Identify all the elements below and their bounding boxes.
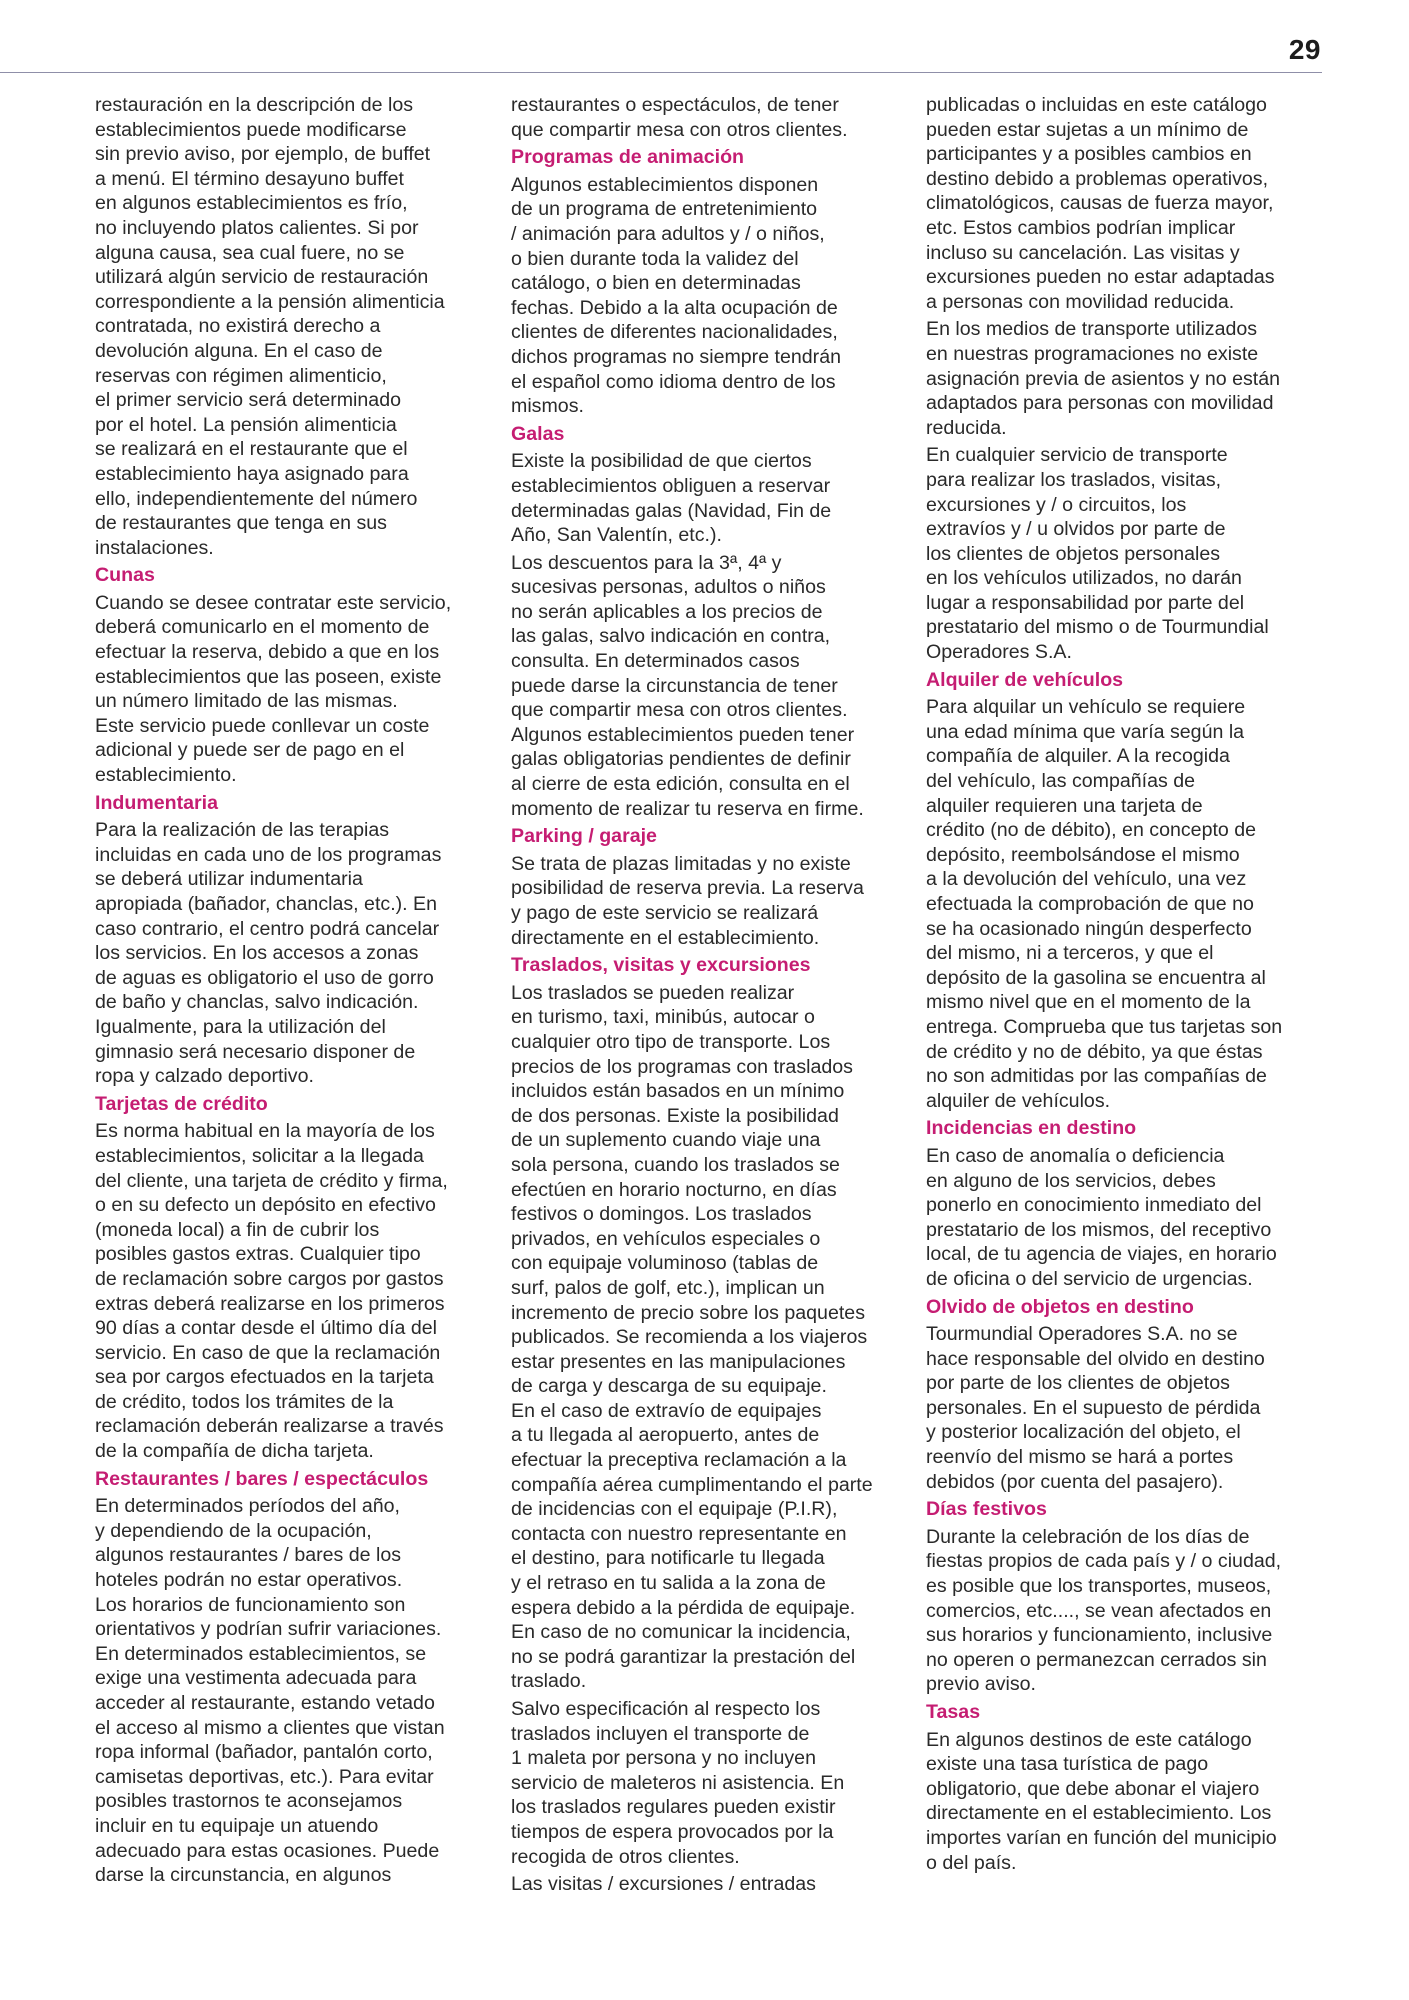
text-line: se realizará en el restaurante que el [95, 438, 408, 461]
text-line: Algunos establecimientos pueden tener [511, 723, 855, 746]
text-line: contacta con nuestro representante en [511, 1522, 847, 1545]
heading-galas: Galas [511, 422, 565, 445]
text-line: excursiones pueden no estar adaptadas [926, 266, 1275, 289]
text-line: sea por cargos efectuados en la tarjeta [95, 1366, 434, 1389]
text-line: previo aviso. [926, 1673, 1036, 1696]
heading-alquiler-de-vehiculos: Alquiler de vehículos [926, 668, 1124, 691]
text-line: caso contrario, el centro podrá cancelar [95, 917, 440, 940]
paragraph-restauracion [95, 93, 490, 560]
text-line: crédito (no de débito), en concepto de [926, 819, 1257, 842]
text-line: Durante la celebración de los días de [926, 1525, 1250, 1548]
text-line: tiempos de espera provocados por la [511, 1820, 834, 1843]
text-line: establecimiento. [95, 764, 237, 787]
text-line: el español como idioma dentro de los [511, 370, 836, 393]
text-line: incremento de precio sobre los paquetes [511, 1301, 865, 1324]
text-line: Los descuentos para la 3ª, 4ª y [511, 551, 782, 574]
text-line: se deberá utilizar indumentaria [95, 868, 363, 891]
text-line: efectuar la reserva, debido a que en los [95, 641, 440, 664]
text-line: incluir en tu equipaje un atuendo [95, 1814, 379, 1837]
text-line: en algunos establecimientos es frío, [95, 192, 408, 215]
text-line: catálogo, o bien en determinadas [511, 272, 801, 295]
heading-restaurantes-bares-espectaculos: Restaurantes / bares / espectáculos [95, 1467, 429, 1490]
text-line: por el hotel. La pensión alimenticia [95, 413, 397, 436]
text-line: hoteles podrán no estar operativos. [95, 1569, 403, 1592]
text-line: un número limitado de las mismas. [95, 690, 398, 713]
text-line: y dependiendo de la ocupación, [95, 1519, 372, 1542]
text-line: sus horarios y funcionamiento, inclusive [926, 1624, 1273, 1647]
text-line: incluidas en cada uno de los programas [95, 843, 442, 866]
text-line: ropa y calzado deportivo. [95, 1065, 314, 1088]
text-line: efectuada la comprobación de que no [926, 893, 1254, 915]
text-line: no incluyendo platos calientes. Si por [95, 216, 419, 239]
text-line: Se trata de plazas limitadas y no existe [511, 852, 851, 875]
text-line: el destino, para notificarle tu llegada [511, 1547, 825, 1570]
text-line: del vehículo, las compañías de [926, 770, 1196, 793]
text-line: publicadas o incluidas en este catálogo [926, 94, 1267, 116]
text-line: clientes de diferentes nacionalidades, [511, 321, 838, 344]
text-line: a la devolución del vehículo, una vez [926, 868, 1247, 891]
text-line: reducida. [926, 416, 1007, 439]
text-line: establecimientos que las poseen, existe [95, 665, 442, 688]
text-line: fiestas propios de cada país y / o ciudad, [926, 1550, 1282, 1573]
text-line: directamente en el establecimiento. [511, 926, 820, 949]
text-line: exige una vestimenta adecuada para [95, 1667, 417, 1690]
text-line: restauración en la descripción de los [95, 94, 414, 116]
text-line: correspondiente a la pensión alimenticia [95, 290, 445, 313]
text-line: no se podrá garantizar la prestación del [511, 1645, 856, 1668]
text-line: Operadores S.A. [926, 641, 1072, 664]
text-line: al cierre de esta edición, consulta en el [511, 773, 850, 796]
text-line: / animación para adultos y / o niños, [511, 222, 825, 245]
paragraph-alquiler-de-vehiculos [926, 695, 1321, 1113]
text-line: importes varían en función del municipio [926, 1826, 1277, 1849]
text-line: adaptados para personas con movilidad [926, 392, 1274, 415]
text-line: Los traslados se pueden realizar [511, 981, 795, 1004]
text-line: determinadas galas (Navidad, Fin de [511, 499, 832, 522]
text-line: de restaurantes que tenga en sus [95, 512, 387, 535]
text-line: de dos personas. Existe la posibilidad [511, 1104, 839, 1127]
paragraph-transporte-1 [926, 317, 1321, 440]
text-line: posibilidad de reserva previa. La reserva [511, 877, 864, 900]
text-line: una edad mínima que varía según la [926, 720, 1245, 743]
heading-dias-festivos: Días festivos [926, 1498, 1047, 1521]
column-2 [511, 93, 906, 1900]
text-line: recogida de otros clientes. [511, 1845, 740, 1868]
page-number: 29 [1288, 34, 1321, 65]
text-line: que compartir mesa con otros clientes. [511, 118, 848, 141]
text-line: traslado. [511, 1670, 587, 1693]
text-line: no serán aplicables a los precios de [511, 600, 823, 623]
text-line: adicional y puede ser de pago en el [95, 739, 405, 762]
text-line: Para alquilar un vehículo se requiere [926, 696, 1246, 719]
text-line: de oficina o del servicio de urgencias. [926, 1267, 1253, 1290]
text-line: a tu llegada al aeropuerto, antes de [511, 1424, 820, 1447]
text-line: extras deberá realizarse en los primeros [95, 1292, 445, 1315]
paragraph-dias-festivos [926, 1525, 1321, 1697]
text-line: Los horarios de funcionamiento son [95, 1593, 406, 1616]
text-line: a personas con movilidad reducida. [926, 290, 1235, 313]
text-line: en alguno de los servicios, debes [926, 1169, 1216, 1192]
text-line: mismos. [511, 395, 584, 418]
text-line: y el retraso en tu salida a la zona de [511, 1572, 826, 1595]
text-line: en turismo, taxi, minibús, autocar o [511, 1006, 815, 1029]
text-line: es posible que los transportes, museos, [926, 1575, 1272, 1598]
text-line: prestatario del mismo o de Tourmundial [926, 616, 1269, 639]
paragraph-parking-garaje [511, 852, 906, 950]
text-line: no son admitidas por las compañías de [926, 1065, 1267, 1088]
text-line: local, de tu agencia de viajes, en horario [926, 1243, 1277, 1266]
text-line: depósito, reembolsándose el mismo [926, 843, 1240, 866]
text-line: devolución alguna. En el caso de [95, 339, 383, 362]
column-1 [95, 93, 490, 1891]
text-line: posibles trastornos te aconsejamos [95, 1790, 403, 1813]
heading-olvido-de-objetos: Olvido de objetos en destino [926, 1295, 1194, 1318]
text-line: publicados. Se recomienda a los viajeros [511, 1326, 868, 1349]
text-line: 90 días a contar desde el último día del [95, 1317, 438, 1340]
text-line: ello, independientemente del número [95, 487, 418, 510]
heading-tarjetas-de-credito: Tarjetas de crédito [95, 1092, 268, 1115]
text-line: restaurantes o espectáculos, de tener [511, 94, 839, 116]
text-line: comercios, etc...., se vean afectados en [926, 1599, 1272, 1622]
text-line: sucesivas personas, adultos o niños [511, 576, 826, 599]
text-line: compañía de alquiler. A la recogida [926, 745, 1230, 768]
heading-parking-garaje: Parking / garaje [511, 825, 657, 848]
paragraph-traslados-3 [511, 1872, 906, 1897]
text-line: establecimientos puede modificarse [95, 118, 407, 141]
text-line: algunos restaurantes / bares de los [95, 1544, 402, 1567]
paragraph-transporte-2 [926, 443, 1321, 664]
text-line: de aguas es obligatorio el uso de gorro [95, 966, 434, 989]
text-line: prestatario de los mismos, del receptivo [926, 1218, 1272, 1241]
text-line: mismo nivel que en el momento de la [926, 991, 1251, 1014]
text-line: alquiler requieren una tarjeta de [926, 794, 1203, 817]
text-line: camisetas deportivas, etc.). Para evitar [95, 1765, 434, 1788]
text-line: consulta. En determinados casos [511, 650, 800, 673]
text-line: gimnasio será necesario disponer de [95, 1040, 416, 1063]
text-line: entrega. Comprueba que tus tarjetas son [926, 1015, 1283, 1038]
text-line: dichos programas no siempre tendrán [511, 345, 842, 368]
text-line: Cuando se desee contratar este servicio, [95, 591, 452, 614]
text-line: de un suplemento cuando viaje una [511, 1129, 821, 1152]
text-line: el primer servicio será determinado [95, 389, 401, 412]
text-line: se ha ocasionado ningún desperfecto [926, 917, 1252, 940]
text-line: del cliente, una tarjeta de crédito y firma, [95, 1169, 448, 1192]
paragraph-cunas [95, 591, 490, 788]
text-line: En determinados establecimientos, se [95, 1642, 427, 1665]
text-line: reservas con régimen alimenticio, [95, 364, 387, 387]
text-line: En los medios de transporte utilizados [926, 318, 1258, 341]
text-line: En algunos destinos de este catálogo [926, 1728, 1252, 1751]
text-line: de baño y chanclas, salvo indicación. [95, 991, 419, 1014]
text-line: en los vehículos utilizados, no darán [926, 567, 1242, 590]
heading-tasas: Tasas [926, 1701, 981, 1723]
text-line: servicio. En caso de que la reclamación [95, 1341, 441, 1364]
header-rule [0, 72, 1322, 73]
text-line: en nuestras programaciones no existe [926, 342, 1259, 365]
text-line: efectuar la preceptiva reclamación a la [511, 1449, 847, 1472]
text-line: que compartir mesa con otros clientes. [511, 699, 848, 722]
text-line: de reclamación sobre cargos por gastos [95, 1267, 444, 1290]
text-line: servicio de maleteros ni asistencia. En [511, 1771, 845, 1794]
text-line: por parte de los clientes de objetos [926, 1372, 1230, 1395]
text-line: adecuado para estas ocasiones. Puede [95, 1839, 440, 1862]
text-line: reenvío del mismo se hará a portes [926, 1446, 1234, 1469]
text-line: extravíos y / u olvidos por parte de [926, 518, 1226, 541]
text-line: espera debido a la pérdida de equipaje. [511, 1596, 856, 1619]
text-line: En cualquier servicio de transporte [926, 444, 1228, 467]
text-line: En caso de anomalía o deficiencia [926, 1144, 1225, 1167]
text-line: climatológicos, causas de fuerza mayor, [926, 192, 1274, 215]
text-line: alguna causa, sea cual fuere, no se [95, 241, 405, 264]
text-line: ponerlo en conocimiento inmediato del [926, 1194, 1262, 1217]
text-line: los servicios. En los accesos a zonas [95, 942, 419, 965]
text-line: o del país. [926, 1851, 1017, 1874]
text-line: ropa informal (bañador, pantalón corto, [95, 1741, 433, 1764]
text-line: festivos o domingos. Los traslados [511, 1203, 812, 1226]
paragraph-restaurantes [95, 1494, 490, 1888]
text-line: existe una tasa turística de pago [926, 1753, 1209, 1776]
heading-indumentaria: Indumentaria [95, 791, 219, 814]
text-line: incluidos están basados en un mínimo [511, 1080, 845, 1103]
paragraph-galas-1 [511, 449, 906, 547]
heading-cunas: Cunas [95, 564, 155, 587]
text-line: momento de realizar tu reserva en firme. [511, 797, 864, 820]
text-line: no operen o permanezcan cerrados sin [926, 1648, 1267, 1671]
text-line: establecimientos, solicitar a la llegada [95, 1144, 424, 1167]
text-line: Es norma habitual en la mayoría de los [95, 1120, 435, 1143]
text-line: 1 maleta por persona y no incluyen [511, 1747, 816, 1770]
text-line: las galas, salvo indicación en contra, [511, 625, 831, 648]
heading-traslados-visitas-excursiones: Traslados, visitas y excursiones [511, 954, 811, 977]
text-line: sola persona, cuando los traslados se [511, 1153, 840, 1176]
text-line: personales. En el supuesto de pérdida [926, 1396, 1261, 1419]
text-line: compañía aérea cumplimentando el parte [511, 1473, 873, 1496]
text-line: surf, palos de golf, etc.), implican un [511, 1276, 825, 1299]
text-line: En el caso de extravío de equipajes [511, 1399, 822, 1422]
paragraph-tarjetas-de-credito [95, 1119, 490, 1463]
column-3 [926, 93, 1321, 1878]
text-line: de incidencias con el equipaje (P.I.R), [511, 1498, 838, 1521]
text-line: En determinados períodos del año, [95, 1495, 400, 1518]
text-line: traslados incluyen el transporte de [511, 1722, 810, 1745]
text-line: incluso su cancelación. Las visitas y [926, 241, 1240, 264]
text-line: Salvo especificación al respecto los [511, 1698, 821, 1720]
paragraph-programas-de-animacion [511, 173, 906, 419]
paragraph-indumentaria [95, 818, 490, 1089]
text-line: obligatorio, que debe abonar el viajero [926, 1777, 1260, 1800]
text-line: (moneda local) a fin de cubrir los [95, 1218, 380, 1241]
text-line: precios de los programas con traslados [511, 1055, 853, 1078]
text-line: Las visitas / excursiones / entradas [511, 1873, 816, 1896]
text-line: etc. Estos cambios podrían implicar [926, 216, 1236, 239]
text-line: o en su defecto un depósito en efectivo [95, 1194, 436, 1217]
text-line: de la compañía de dicha tarjeta. [95, 1440, 374, 1463]
text-line: Para la realización de las terapias [95, 819, 390, 842]
text-line: deberá comunicarlo en el momento de [95, 616, 430, 639]
text-line: acceder al restaurante, estando vetado [95, 1692, 435, 1714]
text-line: orientativos y podrían sufrir variaciones. [95, 1618, 442, 1641]
text-line: de crédito y no de débito, ya que éstas [926, 1040, 1263, 1063]
text-line: puede darse la circunstancia de tener [511, 674, 838, 697]
text-line: de un programa de entretenimiento [511, 198, 818, 221]
text-line: sin previo aviso, por ejemplo, de buffet [95, 143, 431, 166]
text-line: Tourmundial Operadores S.A. no se [926, 1323, 1238, 1346]
text-line: los traslados regulares pueden existir [511, 1796, 836, 1819]
text-line: apropiada (bañador, chanclas, etc.). En [95, 893, 438, 915]
text-line: y pago de este servicio se realizará [511, 902, 819, 924]
text-line: establecimientos obliguen a reservar [511, 474, 831, 497]
text-line: del mismo, ni a terceros, y que el [926, 942, 1214, 965]
heading-incidencias-en-destino: Incidencias en destino [926, 1117, 1137, 1140]
text-line: participantes y a posibles cambios en [926, 143, 1252, 166]
text-line: hace responsable del olvido en destino [926, 1347, 1265, 1370]
text-line: Igualmente, para la utilización del [95, 1015, 386, 1038]
text-line: de crédito, todos los trámites de la [95, 1390, 394, 1413]
paragraph-visitas [926, 93, 1321, 314]
text-line: Este servicio puede conllevar un coste [95, 714, 430, 737]
text-line: de carga y descarga de su equipaje. [511, 1375, 827, 1398]
paragraph-traslados-2 [511, 1697, 906, 1869]
paragraph-olvido-de-objetos [926, 1322, 1321, 1494]
text-line: darse la circunstancia, en algunos [95, 1864, 392, 1887]
text-line: asignación previa de asientos y no están [926, 367, 1281, 390]
text-line: pueden estar sujetas a un mínimo de [926, 118, 1249, 141]
text-line: estar presentes en las manipulaciones [511, 1350, 846, 1373]
text-line: el acceso al mismo a clientes que vistan [95, 1716, 445, 1739]
paragraph-incidencias-en-destino [926, 1144, 1321, 1292]
text-line: Año, San Valentín, etc.). [511, 524, 722, 547]
text-line: Algunos establecimientos disponen [511, 173, 819, 196]
text-line: alquiler de vehículos. [926, 1089, 1111, 1112]
text-line: destino debido a problemas operativos, [926, 167, 1269, 190]
paragraph-galas-2 [511, 551, 906, 822]
text-line: con equipaje voluminoso (tablas de [511, 1252, 819, 1275]
text-line: cualquier otro tipo de transporte. Los [511, 1030, 831, 1053]
text-line: a menú. El término desayuno buffet [95, 167, 404, 190]
text-line: efectúen en horario nocturno, en días [511, 1178, 837, 1201]
text-line: reclamación deberán realizarse a través [95, 1415, 444, 1438]
text-line: para realizar los traslados, visitas, [926, 468, 1222, 491]
text-line: utilizará algún servicio de restauración [95, 266, 429, 289]
text-line: contratada, no existirá derecho a [95, 315, 381, 338]
text-line: galas obligatorias pendientes de definir [511, 748, 851, 771]
text-line: debidos (por cuenta del pasajero). [926, 1470, 1224, 1493]
text-line: establecimiento haya asignado para [95, 462, 409, 485]
text-line: los clientes de objetos personales [926, 542, 1221, 565]
text-line: depósito de la gasolina se encuentra al [926, 966, 1266, 989]
text-line: fechas. Debido a la alta ocupación de [511, 296, 838, 319]
paragraph-tasas [926, 1728, 1321, 1876]
text-line: y posterior localización del objeto, el [926, 1421, 1241, 1444]
text-line: directamente en el establecimiento. Los [926, 1802, 1272, 1825]
text-line: lugar a responsabilidad por parte del [926, 591, 1245, 614]
text-line: privados, en vehículos especiales o [511, 1227, 821, 1250]
text-line: o bien durante toda la validez del [511, 247, 799, 270]
heading-programas-de-animacion: Programas de animación [511, 146, 745, 169]
text-line: Existe la posibilidad de que ciertos [511, 450, 812, 473]
text-line: instalaciones. [95, 536, 214, 559]
text-line: excursiones y / o circuitos, los [926, 493, 1187, 516]
text-line: posibles gastos extras. Cualquier tipo [95, 1243, 421, 1266]
paragraph-restaurantes-continued [511, 93, 906, 142]
paragraph-traslados-1 [511, 981, 906, 1694]
text-line: En caso de no comunicar la incidencia, [511, 1621, 851, 1644]
